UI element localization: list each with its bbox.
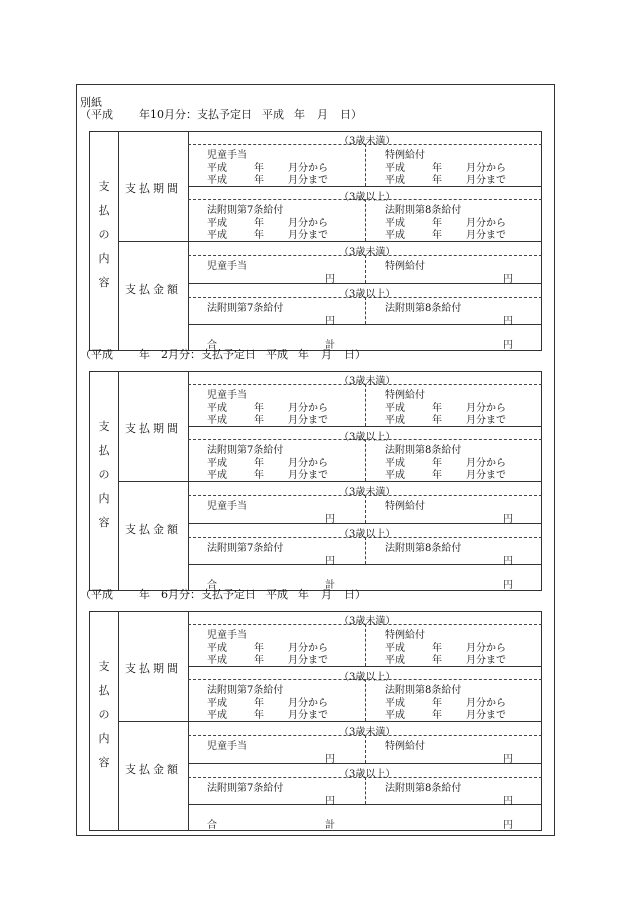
header-day: 日） bbox=[344, 348, 366, 361]
total-line bbox=[188, 804, 542, 805]
child-allowance-label: 児童手当 bbox=[207, 150, 247, 161]
period-to-row bbox=[207, 226, 328, 241]
header-month: 年 2月分： bbox=[139, 348, 201, 361]
year-text: 年 bbox=[254, 643, 264, 654]
amount-art7-label: 法附則第7条給付 bbox=[207, 543, 284, 554]
total-yen-unit: 円 bbox=[503, 340, 513, 351]
year-text: 年 bbox=[432, 230, 442, 241]
content-char: 内 bbox=[98, 492, 110, 505]
yen-unit: 円 bbox=[325, 514, 335, 525]
special-benefit-label: 特例給付 bbox=[385, 630, 425, 641]
from-text: 月分から bbox=[288, 218, 328, 229]
from-text: 月分から bbox=[288, 698, 328, 709]
amount-art8-label: 法附則第8条給付 bbox=[385, 783, 462, 794]
era-text: 平成 bbox=[385, 175, 405, 186]
period-to-row bbox=[207, 651, 328, 666]
era-text: 平成 bbox=[385, 710, 405, 721]
yen-unit: 円 bbox=[325, 274, 335, 285]
period-label: 支払期間 bbox=[125, 422, 181, 435]
period-amount-divider bbox=[118, 241, 542, 242]
header-open: （平成 bbox=[80, 108, 113, 121]
header-day: 日） bbox=[340, 108, 362, 121]
total-label-b: 計 bbox=[325, 820, 335, 831]
to-text: 月分まで bbox=[288, 175, 328, 186]
to-text: 月分まで bbox=[466, 415, 506, 426]
total-label-a: 合 bbox=[207, 820, 217, 831]
year-text: 年 bbox=[254, 415, 264, 426]
header-scheduled: 支払予定日 bbox=[201, 348, 256, 361]
art7-label: 法附則第7条給付 bbox=[207, 205, 284, 216]
header-open: （平成 bbox=[80, 588, 113, 601]
period-to-row bbox=[385, 171, 506, 186]
period-to-row bbox=[385, 466, 506, 481]
from-text: 月分から bbox=[288, 403, 328, 414]
amount-over3-heading: （3歳以上） bbox=[339, 769, 396, 780]
era-text: 平成 bbox=[207, 655, 227, 666]
content-char: 払 bbox=[98, 204, 110, 217]
content-char: の bbox=[98, 468, 110, 481]
art7-label: 法附則第7条給付 bbox=[207, 445, 284, 456]
content-vertical-label bbox=[97, 418, 111, 530]
period-to-row bbox=[207, 171, 328, 186]
amount-over3-heading: （3歳以上） bbox=[339, 529, 396, 540]
content-char: 内 bbox=[98, 252, 110, 265]
content-char: の bbox=[98, 228, 110, 241]
year-text: 年 bbox=[432, 470, 442, 481]
over3-line bbox=[188, 186, 542, 187]
payment-table bbox=[89, 131, 542, 351]
year-text: 年 bbox=[254, 698, 264, 709]
amount-split-2 bbox=[365, 537, 366, 564]
to-text: 月分まで bbox=[288, 710, 328, 721]
period-to-row bbox=[385, 226, 506, 241]
era-text: 平成 bbox=[207, 163, 227, 174]
yen-unit: 円 bbox=[503, 316, 513, 327]
amount-under3-heading: （3歳未満） bbox=[339, 487, 396, 498]
header-year: 年 bbox=[298, 588, 309, 601]
under3-heading: （3歳未満） bbox=[339, 616, 396, 627]
period-amount-divider bbox=[118, 481, 542, 482]
to-text: 月分まで bbox=[466, 710, 506, 721]
amount-split-2 bbox=[365, 777, 366, 804]
yen-unit: 円 bbox=[325, 556, 335, 567]
year-text: 年 bbox=[254, 175, 264, 186]
from-text: 月分から bbox=[466, 458, 506, 469]
from-text: 月分から bbox=[288, 163, 328, 174]
year-text: 年 bbox=[254, 230, 264, 241]
over3-line bbox=[188, 666, 542, 667]
amount-special-benefit-label: 特例給付 bbox=[385, 741, 425, 752]
to-text: 月分まで bbox=[466, 655, 506, 666]
yen-unit: 円 bbox=[325, 796, 335, 807]
amount-split-1 bbox=[365, 255, 366, 283]
amount-special-benefit-label: 特例給付 bbox=[385, 501, 425, 512]
content-char: 払 bbox=[98, 684, 110, 697]
amount-special-benefit-label: 特例給付 bbox=[385, 261, 425, 272]
year-text: 年 bbox=[432, 655, 442, 666]
amount-over3-line bbox=[188, 523, 542, 524]
from-text: 月分から bbox=[466, 643, 506, 654]
header-month-unit: 月 bbox=[321, 348, 332, 361]
content-char: 払 bbox=[98, 444, 110, 457]
header-scheduled: 支払予定日 bbox=[201, 588, 256, 601]
content-char: 支 bbox=[98, 180, 110, 193]
amount-label: 支払金額 bbox=[125, 283, 181, 296]
special-benefit-label: 特例給付 bbox=[385, 150, 425, 161]
amount-split-1 bbox=[365, 495, 366, 523]
period-label: 支払期間 bbox=[125, 182, 181, 195]
total-yen-unit: 円 bbox=[503, 580, 513, 591]
yen-unit: 円 bbox=[503, 796, 513, 807]
under3-heading: （3歳未満） bbox=[339, 136, 396, 147]
over3-heading: （3歳以上） bbox=[339, 432, 396, 443]
content-char: 支 bbox=[98, 420, 110, 433]
from-text: 月分から bbox=[466, 698, 506, 709]
year-text: 年 bbox=[432, 175, 442, 186]
amount-under3-heading: （3歳未満） bbox=[339, 727, 396, 738]
amount-art8-label: 法附則第8条給付 bbox=[385, 543, 462, 554]
year-text: 年 bbox=[254, 403, 264, 414]
era-text: 平成 bbox=[207, 470, 227, 481]
from-text: 月分から bbox=[466, 218, 506, 229]
era-text: 平成 bbox=[207, 218, 227, 229]
yen-unit: 円 bbox=[503, 754, 513, 765]
header-month-unit: 月 bbox=[317, 108, 328, 121]
header-era: 平成 bbox=[266, 348, 288, 361]
header-scheduled: 支払予定日 bbox=[197, 108, 252, 121]
section-header bbox=[80, 349, 366, 360]
yen-unit: 円 bbox=[325, 316, 335, 327]
art8-label: 法附則第8条給付 bbox=[385, 205, 462, 216]
era-text: 平成 bbox=[385, 218, 405, 229]
header-open: （平成 bbox=[80, 348, 113, 361]
total-line bbox=[188, 324, 542, 325]
header-year: 年 bbox=[298, 348, 309, 361]
era-text: 平成 bbox=[207, 415, 227, 426]
total-label-b: 計 bbox=[325, 340, 335, 351]
amount-label: 支払金額 bbox=[125, 523, 181, 536]
to-text: 月分まで bbox=[466, 175, 506, 186]
amount-over3-line bbox=[188, 283, 542, 284]
period-split-2 bbox=[365, 199, 366, 241]
content-vertical-label bbox=[97, 178, 111, 290]
content-char: 容 bbox=[98, 276, 110, 289]
from-text: 月分から bbox=[466, 163, 506, 174]
art8-label: 法附則第8条給付 bbox=[385, 685, 462, 696]
amount-over3-line bbox=[188, 763, 542, 764]
era-text: 平成 bbox=[207, 175, 227, 186]
amount-child-allowance-label: 児童手当 bbox=[207, 741, 247, 752]
content-char: 容 bbox=[98, 516, 110, 529]
to-text: 月分まで bbox=[288, 470, 328, 481]
over3-heading: （3歳以上） bbox=[339, 192, 396, 203]
amount-art8-label: 法附則第8条給付 bbox=[385, 303, 462, 314]
era-text: 平成 bbox=[207, 458, 227, 469]
era-text: 平成 bbox=[385, 655, 405, 666]
period-split-2 bbox=[365, 679, 366, 721]
header-month: 年10月分： bbox=[139, 108, 197, 121]
header-era: 平成 bbox=[266, 588, 288, 601]
year-text: 年 bbox=[432, 643, 442, 654]
section-header bbox=[80, 589, 366, 600]
child-allowance-label: 児童手当 bbox=[207, 390, 247, 401]
amount-child-allowance-label: 児童手当 bbox=[207, 501, 247, 512]
content-char: 内 bbox=[98, 732, 110, 745]
era-text: 平成 bbox=[207, 643, 227, 654]
period-split-1 bbox=[365, 384, 366, 426]
header-month-unit: 月 bbox=[321, 588, 332, 601]
period-to-row bbox=[207, 706, 328, 721]
period-label: 支払期間 bbox=[125, 662, 181, 675]
era-text: 平成 bbox=[385, 458, 405, 469]
year-text: 年 bbox=[432, 218, 442, 229]
year-text: 年 bbox=[432, 698, 442, 709]
total-yen-unit: 円 bbox=[503, 820, 513, 831]
amount-art7-label: 法附則第7条給付 bbox=[207, 783, 284, 794]
year-text: 年 bbox=[254, 458, 264, 469]
to-text: 月分まで bbox=[466, 230, 506, 241]
amount-art7-label: 法附則第7条給付 bbox=[207, 303, 284, 314]
yen-unit: 円 bbox=[503, 514, 513, 525]
total-label-a: 合 bbox=[207, 580, 217, 591]
over3-heading: （3歳以上） bbox=[339, 672, 396, 683]
total-label-a: 合 bbox=[207, 340, 217, 351]
header-month: 年 6月分： bbox=[139, 588, 201, 601]
yen-unit: 円 bbox=[503, 556, 513, 567]
from-text: 月分から bbox=[288, 458, 328, 469]
amount-child-allowance-label: 児童手当 bbox=[207, 261, 247, 272]
year-text: 年 bbox=[432, 710, 442, 721]
era-text: 平成 bbox=[385, 163, 405, 174]
era-text: 平成 bbox=[207, 710, 227, 721]
from-text: 月分から bbox=[466, 403, 506, 414]
amount-under3-heading: （3歳未満） bbox=[339, 247, 396, 258]
era-text: 平成 bbox=[207, 230, 227, 241]
era-text: 平成 bbox=[207, 698, 227, 709]
era-text: 平成 bbox=[385, 470, 405, 481]
year-text: 年 bbox=[254, 218, 264, 229]
period-split-1 bbox=[365, 144, 366, 186]
amount-label: 支払金額 bbox=[125, 763, 181, 776]
section-header bbox=[80, 109, 362, 120]
under3-heading: （3歳未満） bbox=[339, 376, 396, 387]
payment-table bbox=[89, 611, 542, 831]
year-text: 年 bbox=[254, 655, 264, 666]
year-text: 年 bbox=[254, 470, 264, 481]
total-line bbox=[188, 564, 542, 565]
era-text: 平成 bbox=[385, 403, 405, 414]
year-text: 年 bbox=[432, 163, 442, 174]
period-amount-divider bbox=[118, 721, 542, 722]
art8-label: 法附則第8条給付 bbox=[385, 445, 462, 456]
period-split-2 bbox=[365, 439, 366, 481]
year-text: 年 bbox=[432, 458, 442, 469]
yen-unit: 円 bbox=[503, 274, 513, 285]
over3-line bbox=[188, 426, 542, 427]
art7-label: 法附則第7条給付 bbox=[207, 685, 284, 696]
year-text: 年 bbox=[254, 163, 264, 174]
era-text: 平成 bbox=[207, 403, 227, 414]
period-to-row bbox=[385, 706, 506, 721]
period-split-1 bbox=[365, 624, 366, 666]
payment-table bbox=[89, 371, 542, 591]
period-to-row bbox=[385, 411, 506, 426]
period-to-row bbox=[207, 466, 328, 481]
content-char: の bbox=[98, 708, 110, 721]
amount-split-1 bbox=[365, 735, 366, 763]
attachment-label: 別紙 bbox=[80, 96, 102, 109]
era-text: 平成 bbox=[385, 415, 405, 426]
era-text: 平成 bbox=[385, 230, 405, 241]
period-to-row bbox=[385, 651, 506, 666]
content-char: 容 bbox=[98, 756, 110, 769]
to-text: 月分まで bbox=[288, 415, 328, 426]
from-text: 月分から bbox=[288, 643, 328, 654]
year-text: 年 bbox=[432, 403, 442, 414]
period-to-row bbox=[207, 411, 328, 426]
yen-unit: 円 bbox=[325, 754, 335, 765]
to-text: 月分まで bbox=[466, 470, 506, 481]
to-text: 月分まで bbox=[288, 230, 328, 241]
era-text: 平成 bbox=[385, 698, 405, 709]
era-text: 平成 bbox=[385, 643, 405, 654]
header-day: 日） bbox=[344, 588, 366, 601]
header-era: 平成 bbox=[262, 108, 284, 121]
total-label-b: 計 bbox=[325, 580, 335, 591]
child-allowance-label: 児童手当 bbox=[207, 630, 247, 641]
header-year: 年 bbox=[294, 108, 305, 121]
to-text: 月分まで bbox=[288, 655, 328, 666]
content-char: 支 bbox=[98, 660, 110, 673]
year-text: 年 bbox=[432, 415, 442, 426]
special-benefit-label: 特例給付 bbox=[385, 390, 425, 401]
amount-split-2 bbox=[365, 297, 366, 324]
amount-over3-heading: （3歳以上） bbox=[339, 289, 396, 300]
content-vertical-label bbox=[97, 658, 111, 770]
year-text: 年 bbox=[254, 710, 264, 721]
